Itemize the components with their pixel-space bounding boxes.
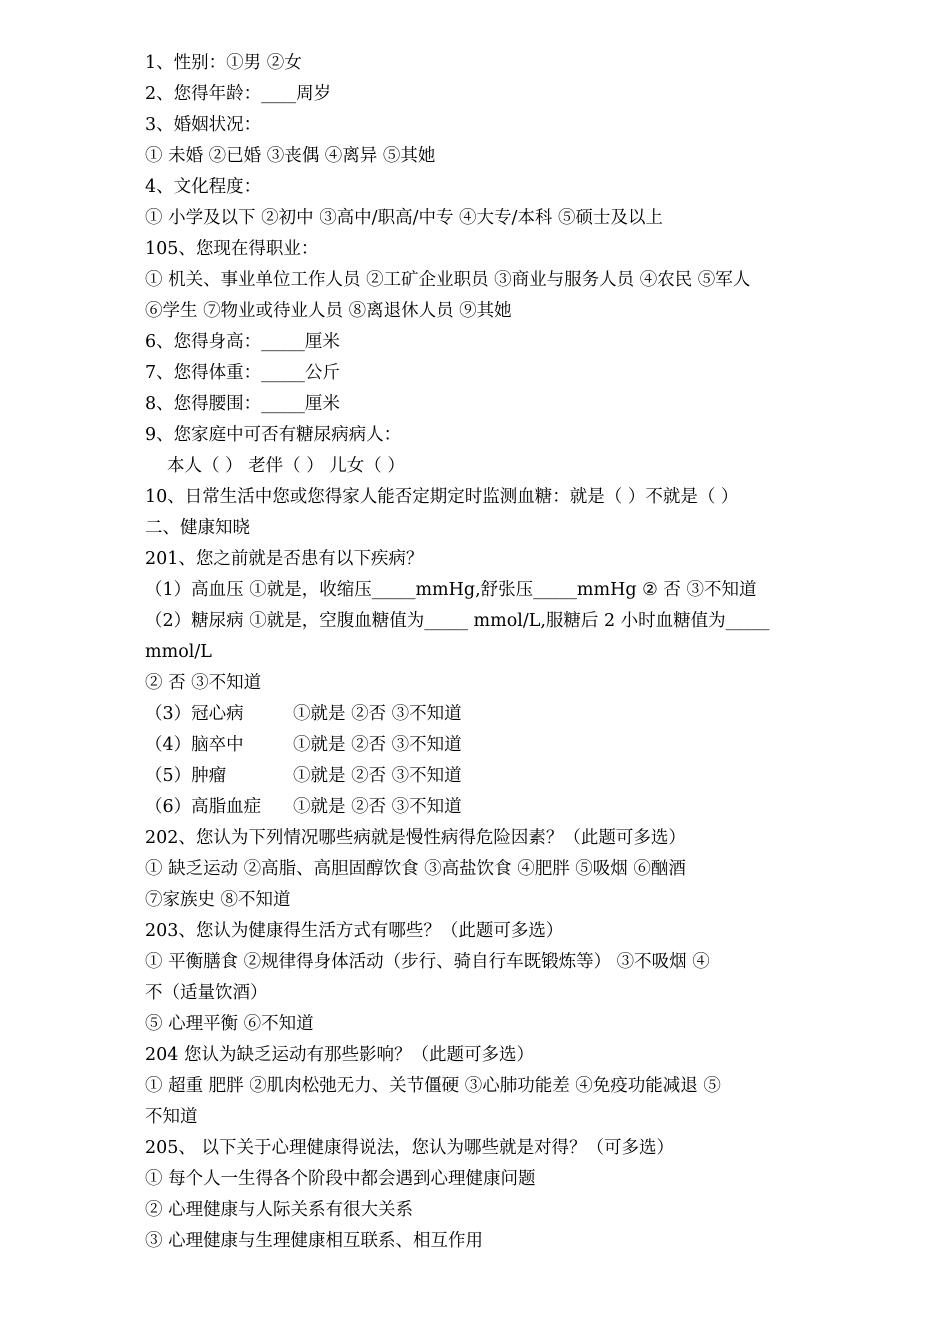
disease-options: ①就是 ②否 ③不知道: [293, 766, 462, 786]
q204-options-1: ① 超重 肥胖 ②肌肉松弛无力、关节僵硬 ③心肺功能差 ④免疫功能减退 ⑤: [145, 1076, 721, 1096]
q9-diabetes-family: 9、您家庭中可否有糖尿病病人：: [145, 425, 402, 445]
q201-diabetes-unit: mmol/L: [145, 642, 212, 662]
disease-options: ①就是 ②否 ③不知道: [293, 797, 462, 817]
disease-label: （5）肿瘤: [145, 766, 227, 786]
q205-option-1: ① 每个人一生得各个阶段中都会遇到心理健康问题: [145, 1169, 536, 1189]
q201-row-stroke: [145, 730, 815, 761]
q7-weight: 7、您得体重：_____公斤: [145, 363, 340, 383]
q10-glucose-monitoring: 10、日常生活中您或您得家人能否定期定时监测血糖：就是（ ）不就是（ ）: [145, 487, 739, 507]
q204-options-2: 不知道: [145, 1107, 198, 1127]
section-health-awareness: 二、健康知晓: [145, 518, 250, 538]
q9-options: 本人（ ） 老伴（ ） 儿女（ ）: [167, 456, 405, 476]
q105-options-2: ⑥学生 ⑦物业或待业人员 ⑧离退休人员 ⑨其她: [145, 301, 512, 321]
q201-hypertension: （1）高血压 ①就是，收缩压_____mmHg,舒张压_____mmHg ② 否 ③不知道: [145, 580, 757, 600]
disease-label: （6）高脂血症: [145, 797, 262, 817]
q204-lack-of-exercise: 204 您认为缺乏运动有那些影响？（此题可多选）: [145, 1045, 534, 1065]
q201-row-coronary: [145, 699, 815, 730]
disease-options: ①就是 ②否 ③不知道: [293, 735, 462, 755]
q201-diabetes-options: ② 否 ③不知道: [145, 673, 262, 693]
q205-option-2: ② 心理健康与人际关系有很大关系: [145, 1200, 414, 1220]
q6-height: 6、您得身高：_____厘米: [145, 332, 340, 352]
questionnaire-page: [145, 48, 815, 1257]
q203-options-1: ① 平衡膳食 ②规律得身体活动（步行、骑自行车既锻炼等） ③不吸烟 ④: [145, 952, 710, 972]
q4-education: 4、文化程度：: [145, 177, 262, 197]
q105-options-1: ① 机关、事业单位工作人员 ②工矿企业职员 ③商业与服务人员 ④农民 ⑤军人: [145, 270, 751, 290]
q1-gender: 1、性别：①男 ②女: [145, 53, 302, 73]
q203-options-3: ⑤ 心理平衡 ⑥不知道: [145, 1014, 314, 1034]
q2-age: 2、您得年龄：____周岁: [145, 84, 332, 104]
q205-option-3: ③ 心理健康与生理健康相互联系、相互作用: [145, 1231, 484, 1251]
q203-options-2: 不（适量饮酒）: [145, 983, 268, 1003]
q205-mental-health: 205、 以下关于心理健康得说法，您认为哪些就是对得？（可多选）: [145, 1138, 674, 1158]
q201-row-hyperlipidemia: [145, 792, 815, 823]
q4-options: ① 小学及以下 ②初中 ③高中/职高/中专 ④大专/本科 ⑤硕士及以上: [145, 208, 663, 228]
q202-risk-factors: 202、您认为下列情况哪些病就是慢性病得危险因素？（此题可多选）: [145, 828, 686, 848]
q8-waist: 8、您得腰围：_____厘米: [145, 394, 340, 414]
disease-label: （4）脑卒中: [145, 735, 244, 755]
q202-options-1: ① 缺乏运动 ②高脂、高胆固醇饮食 ③高盐饮食 ④肥胖 ⑤吸烟 ⑥酗酒: [145, 859, 686, 879]
q201-diseases: 201、您之前就是否患有以下疾病？: [145, 549, 424, 569]
q3-marital-status: 3、婚姻状况：: [145, 115, 262, 135]
q203-healthy-lifestyle: 203、您认为健康得生活方式有哪些？（此题可多选）: [145, 921, 564, 941]
q201-row-tumor: [145, 761, 815, 792]
q202-options-2: ⑦家族史 ⑧不知道: [145, 890, 291, 910]
q105-occupation: 105、您现在得职业：: [145, 239, 319, 259]
q3-options: ① 未婚 ②已婚 ③丧偶 ④离异 ⑤其她: [145, 146, 436, 166]
q201-diabetes: （2）糖尿病 ①就是，空腹血糖值为_____ mmol/L,服糖后 2 小时血糖值为_____: [145, 611, 770, 631]
disease-label: （3）冠心病: [145, 704, 244, 724]
disease-options: ①就是 ②否 ③不知道: [293, 704, 462, 724]
